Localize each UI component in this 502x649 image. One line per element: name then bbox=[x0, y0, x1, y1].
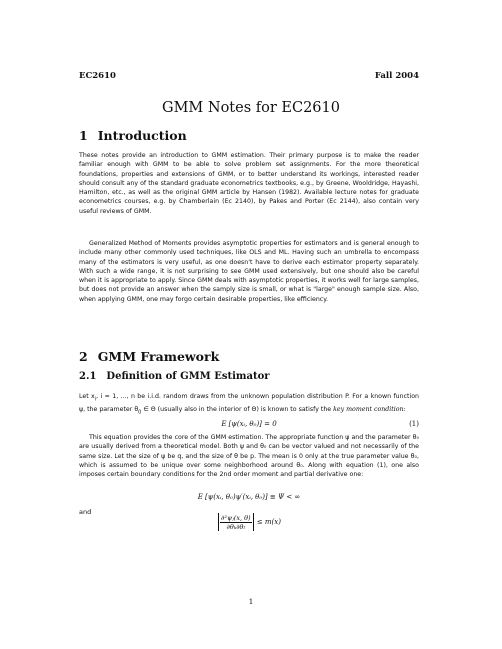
subsection-number: 2.1 bbox=[79, 371, 97, 382]
intro-paragraph-1: These notes provide an introduction to GMM estimation. Their primary purpose is to make the reader familiar enough with GMM to be able to solve problem set assignments. For the more theoretical foundations, properties and extensions of GMM, or to better understand its workings, interested reader should consult any of the standard graduate econometrics textbooks, e.g., by Greene, Wooldridge, Hayashi, Hamilton, etc., as well as the original GMM article by Hansen (1982). Available lecture notes for graduate econometrics courses, e.g. by Chamberlain (Ec 2140), by Pakes and Porter (Ec 2144), also contain very useful reviews of GMM. bbox=[79, 152, 419, 215]
key-moment-condition-emphasis: key moment condition: bbox=[333, 405, 406, 413]
header-course: EC2610 bbox=[79, 71, 116, 81]
equation-2-body: E [ψ(xᵢ, θ₀)ψ′(xᵢ, θ₀)] ≡ Ψ < ∞ bbox=[197, 493, 301, 501]
section-title: Introduction bbox=[97, 128, 187, 143]
equation-3-rhs: ≤ m(x) bbox=[256, 518, 281, 526]
equation-1 bbox=[79, 420, 419, 430]
section-title: GMM Framework bbox=[97, 349, 220, 364]
running-header bbox=[79, 71, 419, 83]
equation-3-body bbox=[79, 513, 419, 531]
document-title: GMM Notes for EC2610 bbox=[162, 100, 340, 116]
equation-2 bbox=[79, 493, 419, 503]
definition-paragraph-1: Let $x_i$, i = 1, ..., n be i.i.d. random draws from the unknown population distribution P. For a known function ψ, the parameter $\theta_0$ ∈ Θ (usually also in the interior of Θ) is known to satisfy the key moment condition: bbox=[79, 393, 419, 415]
section-number: 1 bbox=[79, 128, 88, 143]
equation-3-numerator: ∂²ψⱼ(x, θ) bbox=[221, 513, 251, 522]
page-number: 1 bbox=[248, 597, 254, 606]
section-heading-introduction bbox=[79, 128, 187, 143]
equation-1-body: E [ψ(xᵢ, θ₀)] = 0 bbox=[221, 420, 277, 428]
section-heading-framework bbox=[79, 349, 219, 364]
and-connector: and bbox=[79, 508, 92, 516]
equation-1-number: (1) bbox=[409, 420, 419, 428]
intro-paragraph-2: Generalized Method of Moments provides asymptotic properties for estimators and is general enough to include many other commonly used techniques, like OLS and ML. Having such an umbrella to encompass many of the estimators is very useful, as one doesn't have to derive each estimator property separately. With such a wide range, it is not surprising to see GMM used extensively, but one should also be careful when it is appropriate to apply. Since GMM deals with asymptotic properties, it works well for large samples, but does not provide an answer when the samply size is small, or what is "large" enough sample size. Also, when applying GMM, one may forgo certain desirable properties, like efficiency. bbox=[79, 240, 419, 303]
header-term: Fall 2004 bbox=[374, 71, 419, 81]
definition-paragraph-2: This equation provides the core of the GMM estimation. The appropriate function ψ and the parameter θ₀ are usually derived from a theoretical model. Both ψ and θ₀ can be vector valued and not necessarily of the same size. Let the size of ψ be q, and the size of θ be p. The mean is 0 only at the true parameter value θ₀, which is assumed to be unique over some neighborhood around θ₀. Along with equation (1), one also imposes certain boundary conditions for the 2nd order moment and partial derivative one: bbox=[79, 434, 419, 479]
section-number: 2 bbox=[79, 349, 88, 364]
subsection-heading-definition bbox=[79, 371, 270, 382]
subsection-title: Definition of GMM Estimator bbox=[106, 371, 270, 382]
equation-3-denominator: ∂θₖ∂θₗ bbox=[226, 522, 246, 531]
equation-3 bbox=[79, 513, 419, 543]
